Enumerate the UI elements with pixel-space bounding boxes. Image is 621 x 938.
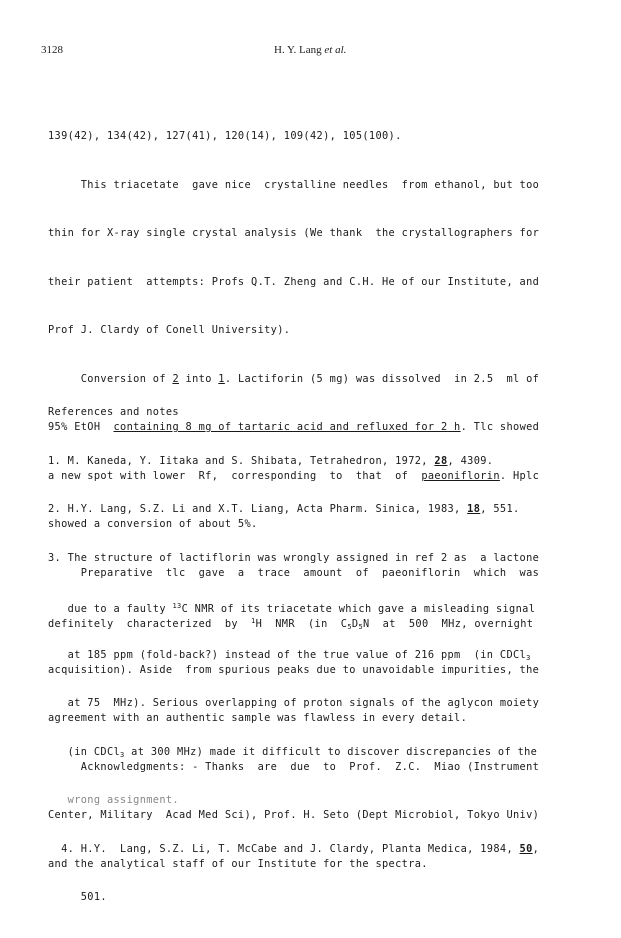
references-section bbox=[48, 372, 539, 938]
text-run: D bbox=[351, 618, 359, 630]
body-line: agreement with an authentic sample was flawless in every detail. bbox=[48, 712, 468, 724]
body-line: and the analytical staff of our Institute for the spectra. bbox=[48, 857, 428, 870]
text-run: , 551. bbox=[480, 503, 520, 515]
text-run: a new spot with lower Rf, corresponding to that of bbox=[48, 469, 422, 482]
text-run: C NMR of its triacetate which gave a misleading signal bbox=[181, 603, 536, 615]
references-heading: References and notes bbox=[48, 406, 179, 418]
text-run: 4. H.Y. Lang, S.Z. Li, T. McCabe and J. Clardy, Planta Medica, 1984, bbox=[48, 842, 520, 855]
superscript: 13 bbox=[172, 602, 182, 610]
text-run: 2. H.Y. Lang, S.Z. Li and X.T. Liang, Acta Pharm. Sinica, 1983, bbox=[48, 503, 468, 515]
body-line: showed a conversion of about 5%. bbox=[48, 518, 258, 530]
reference-line: 501. bbox=[48, 891, 107, 903]
text-run: at 185 ppm (fold-back?) instead of the true value of 216 ppm (in CDCl bbox=[48, 648, 527, 661]
text-run: H NMR (in C bbox=[255, 618, 348, 630]
text-run: , 4309. bbox=[447, 454, 494, 467]
body-line: Preparative tlc gave a trace amount of paeoniflorin which was bbox=[48, 566, 540, 579]
body-line: 139(42), 134(42), 127(41), 120(14), 109(42), 105(100). bbox=[48, 130, 402, 142]
body-line: acquisition). Aside from spurious peaks due to unavoidable impurities, the bbox=[48, 663, 540, 676]
text-run: due to a faulty bbox=[48, 603, 173, 615]
running-head-etal: et al. bbox=[324, 44, 347, 56]
text-run: N at 500 MHz, overnight bbox=[363, 618, 534, 630]
reference-line bbox=[48, 598, 539, 615]
compound-ref: 1 bbox=[218, 372, 225, 385]
volume-number: 28 bbox=[434, 454, 448, 467]
text-run: into bbox=[179, 372, 219, 385]
text-run: , bbox=[532, 842, 540, 855]
reference-item bbox=[48, 501, 539, 518]
subscript: 5 bbox=[347, 623, 352, 631]
page-number: 3128 bbox=[41, 44, 63, 56]
subscript: 3 bbox=[120, 750, 125, 759]
volume-number: 50 bbox=[519, 842, 533, 855]
reference-item bbox=[48, 841, 539, 858]
reference-item: 3. The structure of lactiflorin was wrongly assigned in ref 2 as a lactone bbox=[48, 551, 540, 564]
text-run: (in CDCl bbox=[48, 745, 121, 758]
subscript: 5 bbox=[358, 623, 364, 631]
reference-line: wrong assignment. bbox=[48, 794, 179, 806]
reference-item bbox=[48, 453, 539, 470]
compound-ref: 2 bbox=[172, 372, 179, 385]
body-line: Acknowledgments: - Thanks are due to Prof. Z.C. Miao (Instrument bbox=[48, 760, 540, 773]
subscript: 3 bbox=[526, 653, 531, 662]
superscript: 1 bbox=[251, 617, 256, 625]
reference-line bbox=[48, 744, 539, 761]
running-head-author: H. Y. Lang bbox=[274, 44, 322, 56]
reference-line bbox=[48, 647, 539, 664]
body-line: Center, Military Acad Med Sci), Prof. H. Seto (Dept Microbiol, Tokyo Univ) bbox=[48, 809, 540, 821]
body-line: This triacetate gave nice crystalline needles from ethanol, but too bbox=[48, 178, 540, 191]
text-run: 1. M. Kaneda, Y. Iitaka and S. Shibata, Tetrahedron, 1972, bbox=[48, 454, 435, 467]
running-head bbox=[274, 44, 346, 56]
body-line: thin for X-ray single crystal analysis (We thank the crystallographers for bbox=[48, 227, 540, 239]
underlined-text: containing 8 mg of tartaric acid and refluxed for 2 h bbox=[113, 421, 461, 433]
body-line: their patient attempts: Profs Q.T. Zheng and C.H. He of our Institute, and bbox=[48, 275, 540, 288]
text-run: definitely characterized by bbox=[48, 618, 252, 630]
underlined-text: paeoniflorin bbox=[421, 469, 500, 482]
volume-number: 18 bbox=[467, 503, 481, 515]
text-run: Conversion of bbox=[48, 372, 173, 385]
text-run: . Lactiforin (5 mg) was dissolved in 2.5 ml of bbox=[224, 372, 540, 385]
text-run: at 300 MHz) made it difficult to discover discrepancies of the bbox=[124, 745, 538, 758]
body-line: Prof J. Clardy of Conell University). bbox=[48, 324, 291, 336]
text-run: . Tlc showed bbox=[460, 421, 540, 433]
text-run: 95% EtOH bbox=[48, 421, 114, 433]
text-run: . Hplc bbox=[499, 469, 540, 482]
reference-line: at 75 MHz). Serious overlapping of proton signals of the aglycon moiety bbox=[48, 697, 540, 709]
